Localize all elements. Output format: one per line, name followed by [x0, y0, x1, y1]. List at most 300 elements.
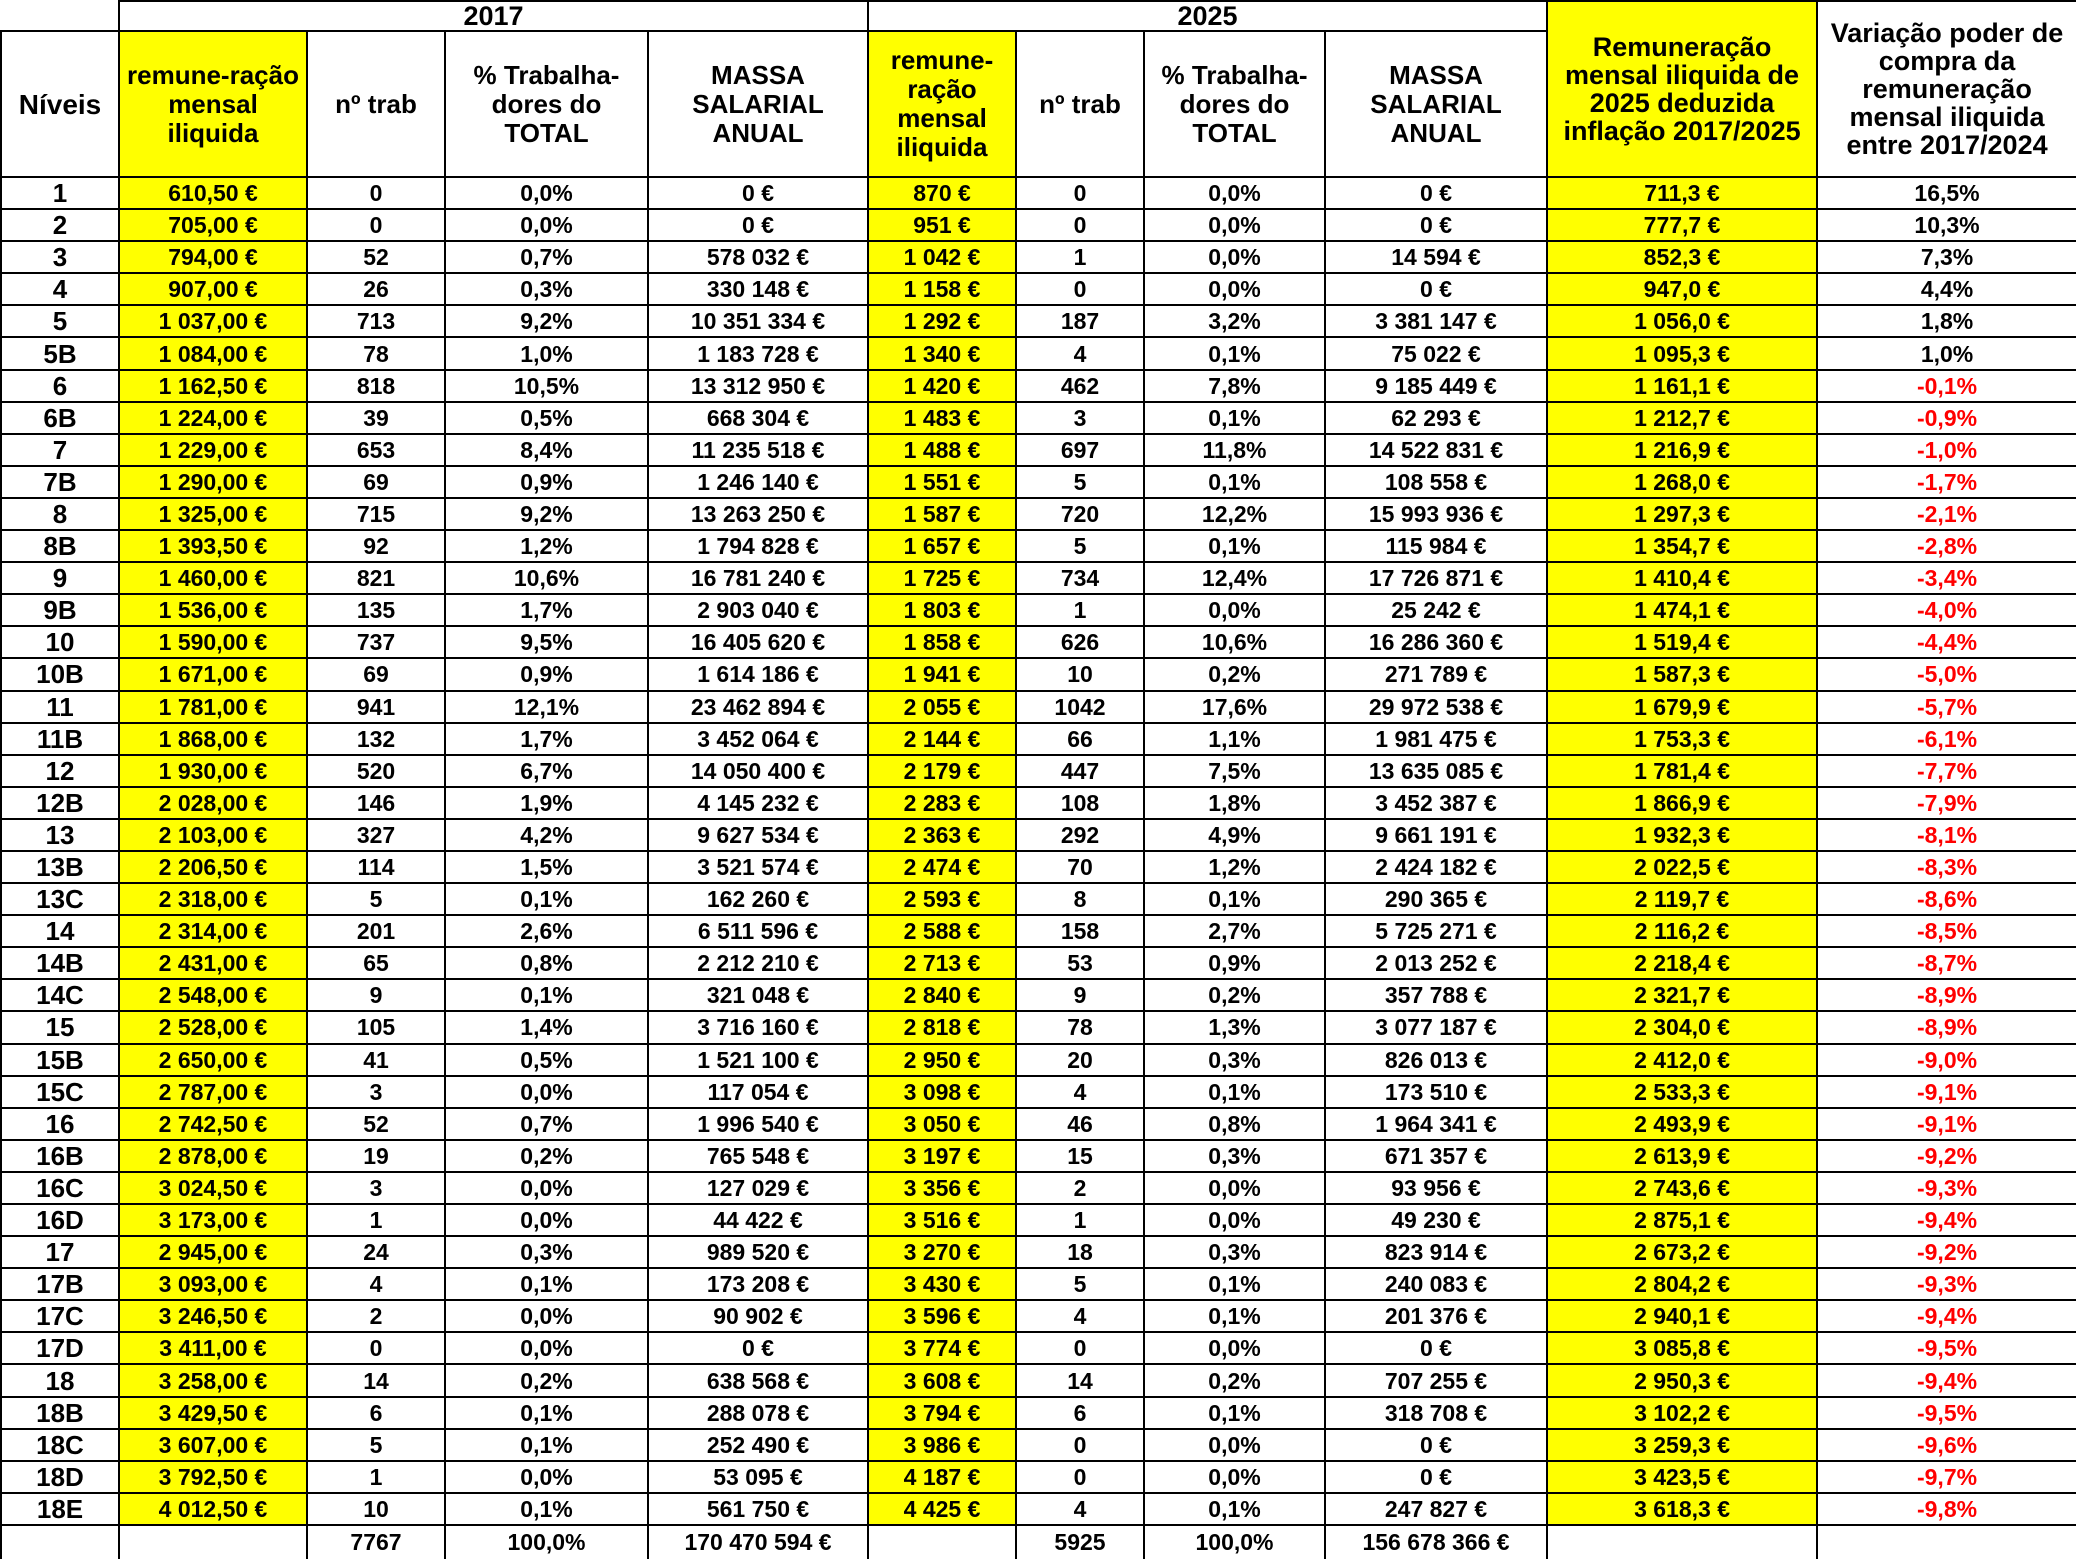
ntrab-2025-cell: 0 [1016, 1429, 1144, 1461]
table-row [1, 177, 2076, 209]
pct-2025-cell: 0,0% [1144, 1461, 1325, 1493]
ntrab-2025-cell: 4 [1016, 1076, 1144, 1108]
massa-2017-cell: 1 183 728 € [648, 337, 868, 369]
pct-2017-cell: 1,2% [445, 530, 648, 562]
remun-2017-cell: 3 429,50 € [119, 1397, 307, 1429]
remun-2025-cell: 1 858 € [868, 626, 1016, 658]
deflated-cell: 3 423,5 € [1547, 1461, 1817, 1493]
massa-2025-cell: 13 635 085 € [1325, 755, 1547, 787]
deflated-cell: 2 613,9 € [1547, 1140, 1817, 1172]
massa-2017-cell: 4 145 232 € [648, 787, 868, 819]
variation-cell: -9,0% [1817, 1044, 2076, 1076]
variation-cell: -5,0% [1817, 658, 2076, 690]
ntrab-2025-cell: 2 [1016, 1172, 1144, 1204]
deflated-cell: 3 618,3 € [1547, 1493, 1817, 1525]
remun-2025-cell: 2 840 € [868, 979, 1016, 1011]
remun-2025-cell: 4 425 € [868, 1493, 1016, 1525]
massa-2017-cell: 252 490 € [648, 1429, 868, 1461]
level-cell: 9 [1, 562, 119, 594]
header-2025: 2025 [868, 1, 1547, 31]
massa-2017-cell: 117 054 € [648, 1076, 868, 1108]
pct-2025-cell: 10,6% [1144, 626, 1325, 658]
variation-cell: -9,1% [1817, 1108, 2076, 1140]
massa-2017-cell: 578 032 € [648, 241, 868, 273]
table-body [1, 177, 2076, 1525]
pct-2017-cell: 9,2% [445, 498, 648, 530]
remun-2025-cell: 3 516 € [868, 1204, 1016, 1236]
pct-2017-cell: 0,0% [445, 1332, 648, 1364]
remun-2017-cell: 2 742,50 € [119, 1108, 307, 1140]
remun-2025-cell: 951 € [868, 209, 1016, 241]
remun-2025-cell: 1 420 € [868, 370, 1016, 402]
remun-2025-cell: 3 197 € [868, 1140, 1016, 1172]
remun-2017-cell: 2 548,00 € [119, 979, 307, 1011]
ntrab-2017-cell: 132 [307, 723, 445, 755]
variation-cell: -0,1% [1817, 370, 2076, 402]
ntrab-2025-cell: 0 [1016, 177, 1144, 209]
ntrab-2025-cell: 4 [1016, 337, 1144, 369]
ntrab-2025-cell: 10 [1016, 658, 1144, 690]
massa-2025-cell: 0 € [1325, 1332, 1547, 1364]
level-cell: 16C [1, 1172, 119, 1204]
variation-cell: -8,9% [1817, 979, 2076, 1011]
deflated-cell: 2 875,1 € [1547, 1204, 1817, 1236]
table-row [1, 979, 2076, 1011]
table-row [1, 594, 2076, 626]
massa-2025-cell: 247 827 € [1325, 1493, 1547, 1525]
deflated-cell: 3 259,3 € [1547, 1429, 1817, 1461]
remun-2025-cell: 3 098 € [868, 1076, 1016, 1108]
table-row [1, 498, 2076, 530]
ntrab-2025-cell: 1 [1016, 241, 1144, 273]
pct-2017-cell: 2,6% [445, 915, 648, 947]
variation-cell: -9,8% [1817, 1493, 2076, 1525]
variation-cell: -8,6% [1817, 883, 2076, 915]
ntrab-2025-cell: 187 [1016, 305, 1144, 337]
level-cell: 18C [1, 1429, 119, 1461]
variation-cell: -1,7% [1817, 466, 2076, 498]
remun-2017-cell: 610,50 € [119, 177, 307, 209]
massa-2025-cell: 1 964 341 € [1325, 1108, 1547, 1140]
deflated-cell: 3 085,8 € [1547, 1332, 1817, 1364]
pct-2025-cell: 0,0% [1144, 594, 1325, 626]
ntrab-2025-cell: 1 [1016, 594, 1144, 626]
pct-2017-cell: 0,1% [445, 883, 648, 915]
massa-2017-cell: 2 903 040 € [648, 594, 868, 626]
remun-2025-cell: 2 950 € [868, 1044, 1016, 1076]
variation-cell: -2,8% [1817, 530, 2076, 562]
variation-cell: -9,2% [1817, 1140, 2076, 1172]
deflated-cell: 2 533,3 € [1547, 1076, 1817, 1108]
remun-2017-cell: 1 781,00 € [119, 691, 307, 723]
massa-2017-cell: 44 422 € [648, 1204, 868, 1236]
header-2017: 2017 [119, 1, 868, 31]
ntrab-2017-cell: 520 [307, 755, 445, 787]
ntrab-2017-cell: 3 [307, 1076, 445, 1108]
deflated-cell: 1 056,0 € [1547, 305, 1817, 337]
ntrab-2017-cell: 0 [307, 177, 445, 209]
deflated-cell: 2 022,5 € [1547, 851, 1817, 883]
pct-2025-cell: 1,3% [1144, 1011, 1325, 1043]
deflated-cell: 1 781,4 € [1547, 755, 1817, 787]
header-massa-2017: MASSA SALARIAL ANUAL [648, 31, 868, 177]
ntrab-2017-cell: 39 [307, 402, 445, 434]
header-ntrab-2025: nº trab [1016, 31, 1144, 177]
pct-2025-cell: 0,0% [1144, 1429, 1325, 1461]
level-cell: 18D [1, 1461, 119, 1493]
massa-2017-cell: 330 148 € [648, 273, 868, 305]
level-cell: 15 [1, 1011, 119, 1043]
header-remun-2017: remune-ração mensal iliquida [119, 31, 307, 177]
ntrab-2025-cell: 1042 [1016, 691, 1144, 723]
deflated-cell: 2 218,4 € [1547, 947, 1817, 979]
ntrab-2017-cell: 19 [307, 1140, 445, 1172]
variation-cell: -9,3% [1817, 1172, 2076, 1204]
variation-cell: -9,1% [1817, 1076, 2076, 1108]
table-row [1, 305, 2076, 337]
remun-2017-cell: 3 792,50 € [119, 1461, 307, 1493]
ntrab-2017-cell: 5 [307, 1429, 445, 1461]
variation-cell: -9,7% [1817, 1461, 2076, 1493]
pct-2025-cell: 3,2% [1144, 305, 1325, 337]
ntrab-2017-cell: 69 [307, 466, 445, 498]
ntrab-2025-cell: 0 [1016, 209, 1144, 241]
table-row [1, 370, 2076, 402]
remun-2017-cell: 907,00 € [119, 273, 307, 305]
level-cell: 12B [1, 787, 119, 819]
table-row [1, 1364, 2076, 1396]
ntrab-2017-cell: 146 [307, 787, 445, 819]
remun-2025-cell: 3 430 € [868, 1268, 1016, 1300]
level-cell: 15B [1, 1044, 119, 1076]
remun-2017-cell: 2 650,00 € [119, 1044, 307, 1076]
massa-2017-cell: 0 € [648, 209, 868, 241]
ntrab-2017-cell: 78 [307, 337, 445, 369]
pct-2017-cell: 1,9% [445, 787, 648, 819]
pct-2017-cell: 1,7% [445, 723, 648, 755]
level-cell: 5 [1, 305, 119, 337]
ntrab-2017-cell: 715 [307, 498, 445, 530]
pct-2017-cell: 0,0% [445, 1172, 648, 1204]
remun-2025-cell: 3 608 € [868, 1364, 1016, 1396]
remun-2017-cell: 1 290,00 € [119, 466, 307, 498]
remun-2025-cell: 1 803 € [868, 594, 1016, 626]
massa-2025-cell: 15 993 936 € [1325, 498, 1547, 530]
deflated-cell: 1 297,3 € [1547, 498, 1817, 530]
table-row [1, 851, 2076, 883]
variation-cell: -8,5% [1817, 915, 2076, 947]
pct-2025-cell: 0,0% [1144, 1204, 1325, 1236]
massa-2017-cell: 321 048 € [648, 979, 868, 1011]
variation-cell: -9,5% [1817, 1397, 2076, 1429]
pct-2017-cell: 6,7% [445, 755, 648, 787]
remun-2017-cell: 3 024,50 € [119, 1172, 307, 1204]
massa-2017-cell: 90 902 € [648, 1300, 868, 1332]
variation-cell: -7,7% [1817, 755, 2076, 787]
remun-2025-cell: 870 € [868, 177, 1016, 209]
pct-2025-cell: 0,1% [1144, 337, 1325, 369]
remun-2017-cell: 1 037,00 € [119, 305, 307, 337]
ntrab-2025-cell: 292 [1016, 819, 1144, 851]
massa-2025-cell: 9 185 449 € [1325, 370, 1547, 402]
table-row [1, 1493, 2076, 1525]
remun-2017-cell: 705,00 € [119, 209, 307, 241]
ntrab-2025-cell: 697 [1016, 434, 1144, 466]
massa-2017-cell: 23 462 894 € [648, 691, 868, 723]
level-cell: 17 [1, 1236, 119, 1268]
level-cell: 15C [1, 1076, 119, 1108]
pct-2017-cell: 4,2% [445, 819, 648, 851]
table-row [1, 1011, 2076, 1043]
remun-2025-cell: 1 657 € [868, 530, 1016, 562]
table-row [1, 337, 2076, 369]
pct-2025-cell: 4,9% [1144, 819, 1325, 851]
remun-2025-cell: 2 818 € [868, 1011, 1016, 1043]
ntrab-2025-cell: 5 [1016, 466, 1144, 498]
ntrab-2017-cell: 92 [307, 530, 445, 562]
ntrab-2017-cell: 41 [307, 1044, 445, 1076]
massa-2025-cell: 707 255 € [1325, 1364, 1547, 1396]
table-row [1, 1044, 2076, 1076]
deflated-cell: 711,3 € [1547, 177, 1817, 209]
level-cell: 14C [1, 979, 119, 1011]
variation-cell: -9,6% [1817, 1429, 2076, 1461]
ntrab-2025-cell: 20 [1016, 1044, 1144, 1076]
massa-2017-cell: 1 794 828 € [648, 530, 868, 562]
level-cell: 2 [1, 209, 119, 241]
massa-2025-cell: 318 708 € [1325, 1397, 1547, 1429]
pct-2025-cell: 0,3% [1144, 1044, 1325, 1076]
pct-2025-cell: 0,1% [1144, 1300, 1325, 1332]
remun-2025-cell: 1 158 € [868, 273, 1016, 305]
massa-2025-cell: 671 357 € [1325, 1140, 1547, 1172]
pct-2017-cell: 0,5% [445, 1044, 648, 1076]
remun-2017-cell: 2 206,50 € [119, 851, 307, 883]
massa-2025-cell: 115 984 € [1325, 530, 1547, 562]
massa-2025-cell: 14 522 831 € [1325, 434, 1547, 466]
remun-2017-cell: 2 528,00 € [119, 1011, 307, 1043]
table-row [1, 562, 2076, 594]
massa-2017-cell: 16 781 240 € [648, 562, 868, 594]
pct-2025-cell: 0,2% [1144, 1364, 1325, 1396]
table-row [1, 883, 2076, 915]
remun-2017-cell: 2 103,00 € [119, 819, 307, 851]
remun-2025-cell: 1 488 € [868, 434, 1016, 466]
table-row [1, 1397, 2076, 1429]
massa-2017-cell: 6 511 596 € [648, 915, 868, 947]
table-row [1, 466, 2076, 498]
ntrab-2017-cell: 1 [307, 1461, 445, 1493]
remun-2025-cell: 3 270 € [868, 1236, 1016, 1268]
header-pct-2017: % Trabalha-dores do TOTAL [445, 31, 648, 177]
table-row [1, 755, 2076, 787]
massa-2025-cell: 62 293 € [1325, 402, 1547, 434]
variation-cell: 10,3% [1817, 209, 2076, 241]
massa-2017-cell: 765 548 € [648, 1140, 868, 1172]
pct-2025-cell: 7,8% [1144, 370, 1325, 402]
remun-2025-cell: 2 713 € [868, 947, 1016, 979]
table-row [1, 209, 2076, 241]
pct-2017-cell: 10,5% [445, 370, 648, 402]
pct-2025-cell: 0,0% [1144, 177, 1325, 209]
massa-2025-cell: 357 788 € [1325, 979, 1547, 1011]
massa-2025-cell: 17 726 871 € [1325, 562, 1547, 594]
massa-2025-cell: 1 981 475 € [1325, 723, 1547, 755]
remun-2025-cell: 3 986 € [868, 1429, 1016, 1461]
pct-2025-cell: 1,2% [1144, 851, 1325, 883]
massa-2017-cell: 1 996 540 € [648, 1108, 868, 1140]
remun-2017-cell: 3 607,00 € [119, 1429, 307, 1461]
massa-2025-cell: 108 558 € [1325, 466, 1547, 498]
level-cell: 13B [1, 851, 119, 883]
ntrab-2017-cell: 4 [307, 1268, 445, 1300]
total-remun-2025-cell [868, 1525, 1016, 1559]
pct-2017-cell: 0,0% [445, 1204, 648, 1236]
ntrab-2017-cell: 737 [307, 626, 445, 658]
remun-2017-cell: 1 590,00 € [119, 626, 307, 658]
table-row [1, 1076, 2076, 1108]
massa-2025-cell: 16 286 360 € [1325, 626, 1547, 658]
massa-2017-cell: 14 050 400 € [648, 755, 868, 787]
level-cell: 18B [1, 1397, 119, 1429]
pct-2025-cell: 0,1% [1144, 530, 1325, 562]
ntrab-2025-cell: 5 [1016, 530, 1144, 562]
ntrab-2017-cell: 1 [307, 1204, 445, 1236]
massa-2017-cell: 3 716 160 € [648, 1011, 868, 1043]
remun-2017-cell: 3 093,00 € [119, 1268, 307, 1300]
ntrab-2025-cell: 46 [1016, 1108, 1144, 1140]
massa-2017-cell: 0 € [648, 1332, 868, 1364]
deflated-cell: 1 587,3 € [1547, 658, 1817, 690]
massa-2025-cell: 240 083 € [1325, 1268, 1547, 1300]
massa-2025-cell: 29 972 538 € [1325, 691, 1547, 723]
remun-2017-cell: 2 318,00 € [119, 883, 307, 915]
deflated-cell: 1 095,3 € [1547, 337, 1817, 369]
pct-2025-cell: 0,0% [1144, 1332, 1325, 1364]
variation-cell: 4,4% [1817, 273, 2076, 305]
ntrab-2025-cell: 78 [1016, 1011, 1144, 1043]
pct-2025-cell: 0,0% [1144, 273, 1325, 305]
pct-2017-cell: 0,3% [445, 273, 648, 305]
pct-2017-cell: 0,1% [445, 979, 648, 1011]
pct-2017-cell: 0,0% [445, 1076, 648, 1108]
remun-2017-cell: 4 012,50 € [119, 1493, 307, 1525]
level-cell: 13C [1, 883, 119, 915]
massa-2025-cell: 0 € [1325, 273, 1547, 305]
ntrab-2025-cell: 158 [1016, 915, 1144, 947]
pct-2025-cell: 0,1% [1144, 1493, 1325, 1525]
pct-2025-cell: 0,3% [1144, 1236, 1325, 1268]
table-row [1, 723, 2076, 755]
ntrab-2017-cell: 5 [307, 883, 445, 915]
table-row [1, 1236, 2076, 1268]
pct-2017-cell: 0,8% [445, 947, 648, 979]
massa-2017-cell: 53 095 € [648, 1461, 868, 1493]
level-cell: 11B [1, 723, 119, 755]
massa-2025-cell: 271 789 € [1325, 658, 1547, 690]
level-cell: 14 [1, 915, 119, 947]
massa-2025-cell: 9 661 191 € [1325, 819, 1547, 851]
table-row [1, 1140, 2076, 1172]
ntrab-2017-cell: 327 [307, 819, 445, 851]
table-row [1, 787, 2076, 819]
header-pct-2025: % Trabalha-dores do TOTAL [1144, 31, 1325, 177]
remun-2017-cell: 1 162,50 € [119, 370, 307, 402]
massa-2025-cell: 201 376 € [1325, 1300, 1547, 1332]
variation-cell: -9,2% [1817, 1236, 2076, 1268]
massa-2025-cell: 2 424 182 € [1325, 851, 1547, 883]
remun-2017-cell: 3 258,00 € [119, 1364, 307, 1396]
deflated-cell: 2 304,0 € [1547, 1011, 1817, 1043]
pct-2017-cell: 0,1% [445, 1268, 648, 1300]
variation-cell: -9,4% [1817, 1204, 2076, 1236]
table-row [1, 819, 2076, 851]
table-row [1, 1429, 2076, 1461]
pct-2025-cell: 0,1% [1144, 1076, 1325, 1108]
ntrab-2025-cell: 0 [1016, 1461, 1144, 1493]
deflated-cell: 2 673,2 € [1547, 1236, 1817, 1268]
remun-2017-cell: 2 028,00 € [119, 787, 307, 819]
pct-2025-cell: 2,7% [1144, 915, 1325, 947]
remun-2025-cell: 2 593 € [868, 883, 1016, 915]
ntrab-2017-cell: 26 [307, 273, 445, 305]
ntrab-2025-cell: 14 [1016, 1364, 1144, 1396]
remun-2025-cell: 3 774 € [868, 1332, 1016, 1364]
variation-cell: -9,4% [1817, 1364, 2076, 1396]
level-cell: 16B [1, 1140, 119, 1172]
table-row [1, 947, 2076, 979]
massa-2017-cell: 288 078 € [648, 1397, 868, 1429]
header-ntrab-2017: nº trab [307, 31, 445, 177]
massa-2017-cell: 668 304 € [648, 402, 868, 434]
pct-2017-cell: 0,9% [445, 658, 648, 690]
table-row [1, 1268, 2076, 1300]
variation-cell: -8,7% [1817, 947, 2076, 979]
deflated-cell: 2 493,9 € [1547, 1108, 1817, 1140]
total-massa-2025: 156 678 366 € [1325, 1525, 1547, 1559]
variation-cell: 7,3% [1817, 241, 2076, 273]
pct-2025-cell: 0,1% [1144, 1397, 1325, 1429]
remun-2025-cell: 1 292 € [868, 305, 1016, 337]
pct-2025-cell: 0,2% [1144, 979, 1325, 1011]
table-row [1, 1300, 2076, 1332]
massa-2017-cell: 127 029 € [648, 1172, 868, 1204]
ntrab-2017-cell: 9 [307, 979, 445, 1011]
massa-2017-cell: 1 246 140 € [648, 466, 868, 498]
deflated-cell: 1 216,9 € [1547, 434, 1817, 466]
remun-2017-cell: 1 930,00 € [119, 755, 307, 787]
remun-2017-cell: 1 224,00 € [119, 402, 307, 434]
ntrab-2017-cell: 201 [307, 915, 445, 947]
remun-2017-cell: 1 229,00 € [119, 434, 307, 466]
deflated-cell: 1 212,7 € [1547, 402, 1817, 434]
level-cell: 9B [1, 594, 119, 626]
ntrab-2017-cell: 3 [307, 1172, 445, 1204]
pct-2017-cell: 9,2% [445, 305, 648, 337]
massa-2025-cell: 3 381 147 € [1325, 305, 1547, 337]
remun-2017-cell: 1 084,00 € [119, 337, 307, 369]
pct-2017-cell: 0,1% [445, 1493, 648, 1525]
pct-2025-cell: 0,1% [1144, 1268, 1325, 1300]
deflated-cell: 2 950,3 € [1547, 1364, 1817, 1396]
remun-2025-cell: 1 551 € [868, 466, 1016, 498]
remun-2017-cell: 1 325,00 € [119, 498, 307, 530]
pct-2017-cell: 1,0% [445, 337, 648, 369]
deflated-cell: 2 940,1 € [1547, 1300, 1817, 1332]
deflated-cell: 1 268,0 € [1547, 466, 1817, 498]
massa-2025-cell: 2 013 252 € [1325, 947, 1547, 979]
ntrab-2017-cell: 0 [307, 209, 445, 241]
